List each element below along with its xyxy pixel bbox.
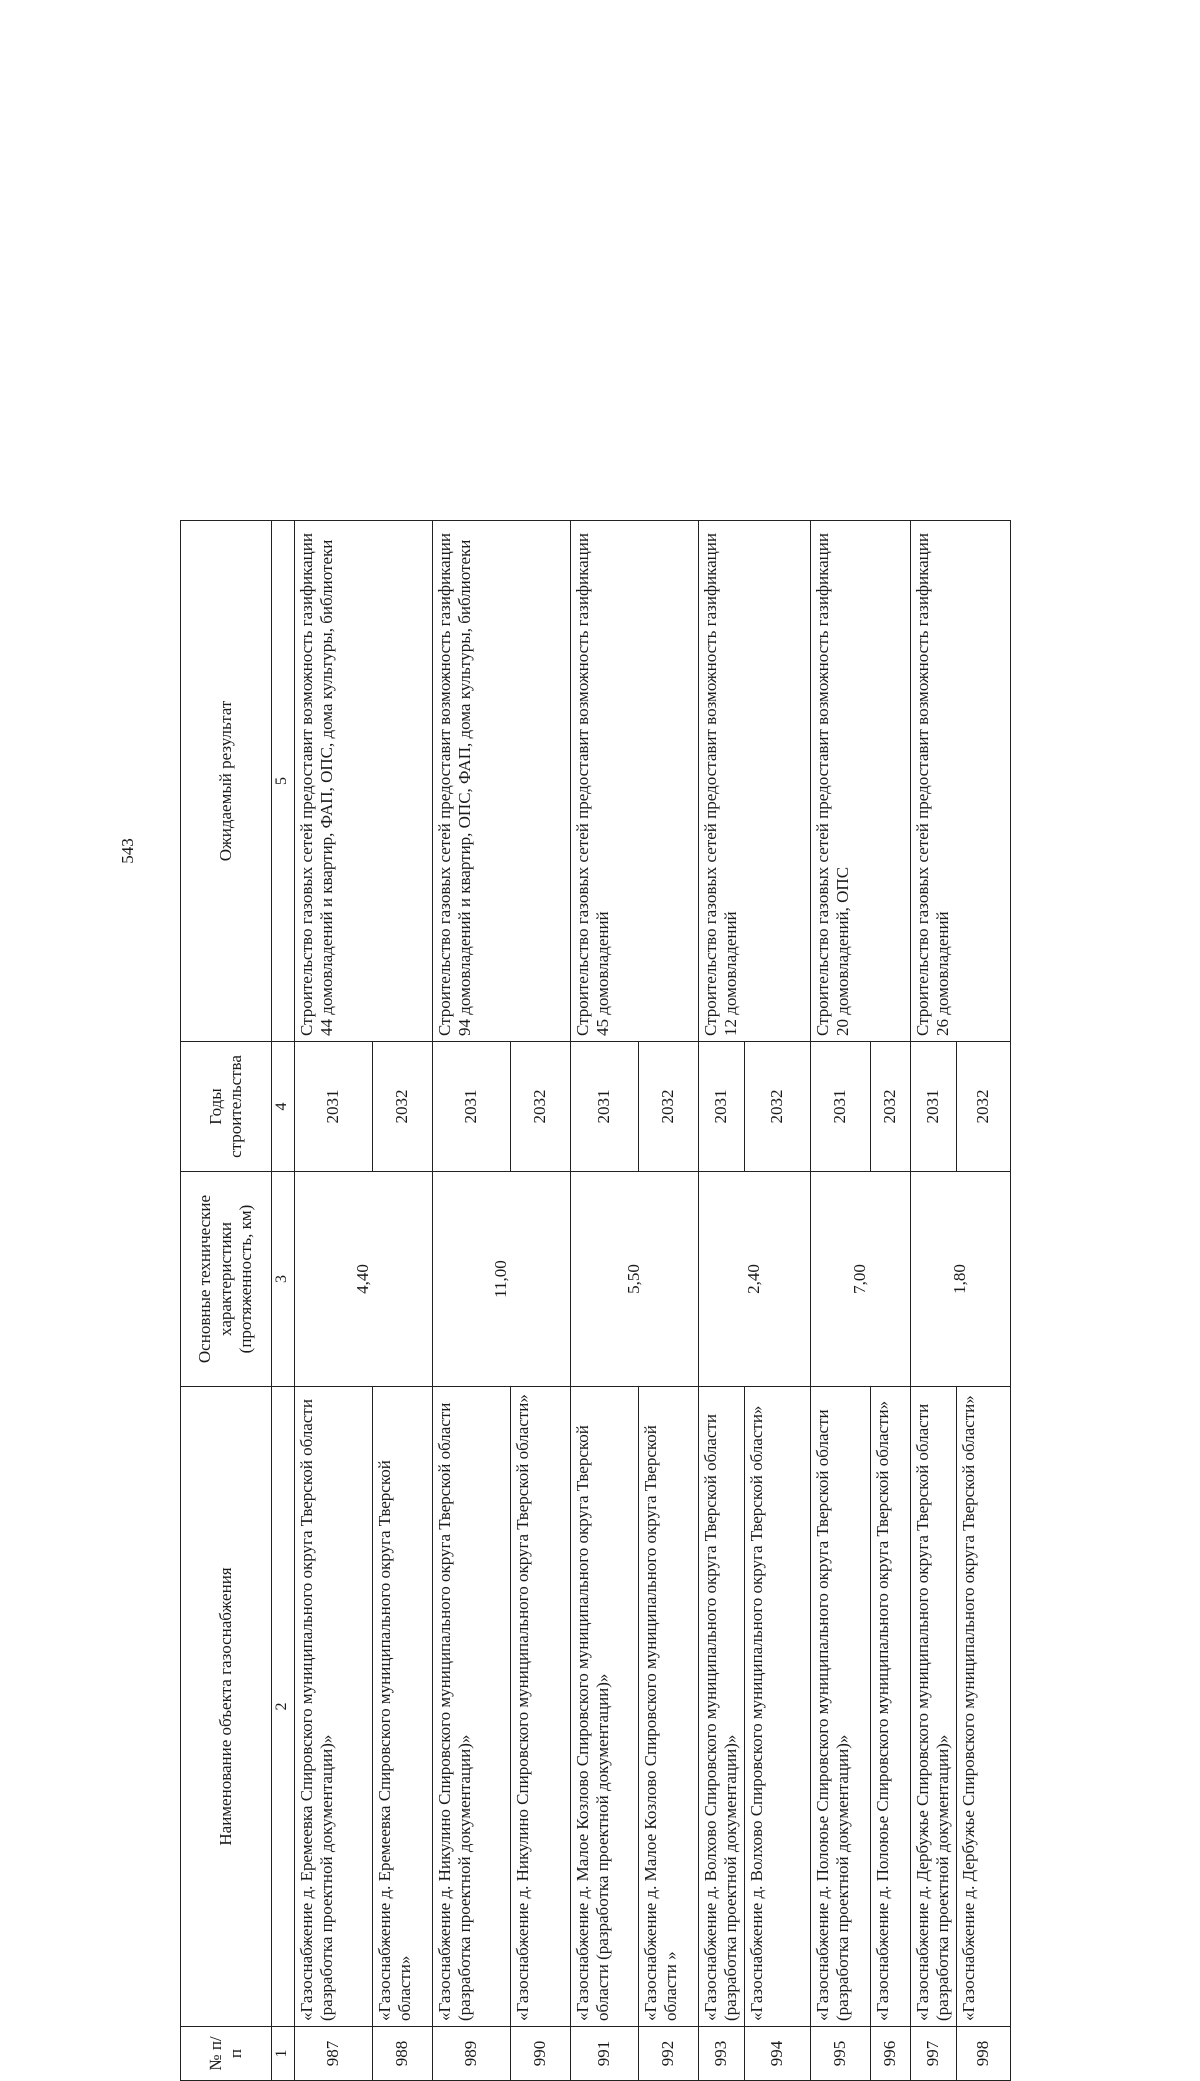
column-index: 2 [272, 1387, 295, 2027]
object-name: «Газоснабжение д. Малое Козлово Спировского муниципального округа Тверской области » [639, 1387, 699, 2027]
object-name: «Газоснабжение д. Малое Козлово Спировского муниципального округа Тверской области (разработка проектной документации)» [571, 1387, 639, 2027]
header-number: № п/п [181, 2027, 272, 2081]
column-index: 4 [272, 1042, 295, 1172]
table-header-row [181, 521, 272, 2081]
length-km: 2,40 [699, 1172, 811, 1387]
row-number: 991 [571, 2027, 639, 2081]
object-name: «Газоснабжение д. Еремеевка Спировского муниципального округа Тверской области» [373, 1387, 433, 2027]
row-number: 987 [295, 2027, 373, 2081]
construction-year: 2031 [571, 1042, 639, 1172]
construction-year: 2032 [639, 1042, 699, 1172]
table-row [571, 521, 639, 2081]
construction-year: 2031 [699, 1042, 745, 1172]
row-number: 990 [511, 2027, 571, 2081]
object-name: «Газоснабжение д. Дербужье Спировского муниципального округа Тверской области» [956, 1387, 1010, 2027]
object-name: «Газоснабжение д. Волхово Спировского муниципального округа Тверской области» [744, 1387, 810, 2027]
page-number: 543 [118, 838, 137, 864]
header-object-name: Наименование объекта газоснабжения [181, 1387, 272, 2027]
column-index-row [272, 521, 295, 2081]
construction-year: 2032 [373, 1042, 433, 1172]
construction-year: 2032 [870, 1042, 910, 1172]
length-km: 7,00 [810, 1172, 910, 1387]
expected-result: Строительство газовых сетей предоставит возможность газификации 44 домовладений и квартир, ФАП, ОПС, дома культуры, библиотеки [295, 521, 433, 1042]
object-name: «Газоснабжение д. Никулино Спировского муниципального округа Тверской области» [511, 1387, 571, 2027]
object-name: «Газоснабжение д. Дербужье Спировского муниципального округа Тверской области (разработка проектной документации)» [910, 1387, 956, 2027]
construction-year: 2032 [744, 1042, 810, 1172]
rotated-table-wrapper [180, 521, 1130, 2081]
row-number: 989 [433, 2027, 511, 2081]
length-km: 4,40 [295, 1172, 433, 1387]
row-number: 995 [810, 2027, 870, 2081]
object-name: «Газоснабжение д. Еремеевка Спировского муниципального округа Тверской области (разработка проектной документации)» [295, 1387, 373, 2027]
object-name: «Газоснабжение д. Полоюье Спировского муниципального округа Тверской области» [870, 1387, 910, 2027]
construction-year: 2031 [295, 1042, 373, 1172]
construction-year: 2032 [956, 1042, 1010, 1172]
column-index: 1 [272, 2027, 295, 2081]
length-km: 1,80 [910, 1172, 1010, 1387]
column-index: 5 [272, 521, 295, 1042]
expected-result: Строительство газовых сетей предоставит возможность газификации 12 домовладений [699, 521, 811, 1042]
table-row [910, 521, 956, 2081]
header-years: Годы строительства [181, 1042, 272, 1172]
expected-result: Строительство газовых сетей предоставит возможность газификации 26 домовладений [910, 521, 1010, 1042]
row-number: 996 [870, 2027, 910, 2081]
object-name: «Газоснабжение д. Волхово Спировского муниципального округа Тверской области (разработка проектной документации)» [699, 1387, 745, 2027]
object-name: «Газоснабжение д. Полоюье Спировского муниципального округа Тверской области (разработка проектной документации)» [810, 1387, 870, 2027]
object-name: «Газоснабжение д. Никулино Спировского муниципального округа Тверской области (разработка проектной документации)» [433, 1387, 511, 2027]
row-number: 993 [699, 2027, 745, 2081]
gas-supply-table [180, 520, 1011, 2081]
construction-year: 2031 [810, 1042, 870, 1172]
expected-result: Строительство газовых сетей предоставит возможность газификации 45 домовладений [571, 521, 699, 1042]
construction-year: 2032 [511, 1042, 571, 1172]
table-row [810, 521, 870, 2081]
length-km: 11,00 [433, 1172, 571, 1387]
row-number: 998 [956, 2027, 1010, 2081]
table-row [295, 521, 373, 2081]
table-row [433, 521, 511, 2081]
header-characteristics: Основные технические характеристики (протяженность, км) [181, 1172, 272, 1387]
header-result: Ожидаемый результат [181, 521, 272, 1042]
construction-year: 2031 [433, 1042, 511, 1172]
expected-result: Строительство газовых сетей предоставит возможность газификации 20 домовладений, ОПС [810, 521, 910, 1042]
row-number: 988 [373, 2027, 433, 2081]
expected-result: Строительство газовых сетей предоставит возможность газификации 94 домовладений и квартир, ОПС, ФАП, дома культуры, библиотеки [433, 521, 571, 1042]
length-km: 5,50 [571, 1172, 699, 1387]
row-number: 997 [910, 2027, 956, 2081]
column-index: 3 [272, 1172, 295, 1387]
table-row [699, 521, 745, 2081]
row-number: 992 [639, 2027, 699, 2081]
row-number: 994 [744, 2027, 810, 2081]
construction-year: 2031 [910, 1042, 956, 1172]
